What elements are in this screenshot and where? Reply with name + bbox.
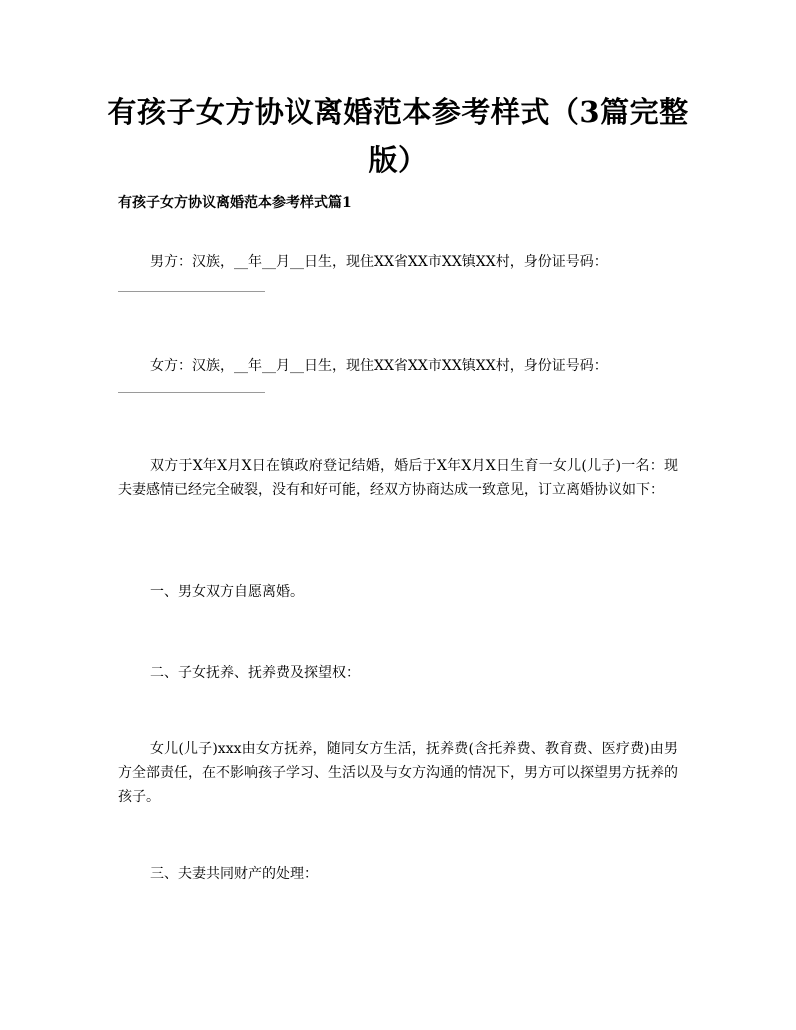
male-id-blank-line (118, 291, 265, 292)
clause-three-paragraph: 三、夫妻共同财产的处理： (150, 866, 318, 882)
clause-two-paragraph: 二、子女抚养、抚养费及探望权： (150, 665, 360, 681)
section-heading: 有孩子女方协议离婚范本参考样式篇1 (118, 195, 352, 211)
male-party-paragraph: 男方：汉族，__年__月__日生，现住XX省XX市XX镇XX村，身份证号码： (150, 254, 608, 270)
custody-paragraph: 女儿(儿子)xxx由女方抚养，随同女方生活，抚养费(含托养费、教育费、医疗费)由男方全部责任，在不影响孩子学习、生活以及与女方沟通的情况下，男方可以探望男方抚养的孩子。 (118, 741, 678, 805)
marriage-background-paragraph: 双方于X年X月X日在镇政府登记结婚，婚后于X年X月X日生育一女儿(儿子)一名：现夫妻感情已经完全破裂，没有和好可能，经双方协商达成一致意见，订立离婚协议如下： (118, 458, 678, 498)
document-title: 有孩子女方协议离婚范本参考样式（3篇完整版） (107, 95, 689, 177)
clause-one-paragraph: 一、男女双方自愿离婚。 (150, 584, 304, 600)
female-id-blank-line (118, 392, 265, 393)
female-party-paragraph: 女方：汉族，__年__月__日生，现住XX省XX市XX镇XX村，身份证号码： (150, 358, 608, 374)
